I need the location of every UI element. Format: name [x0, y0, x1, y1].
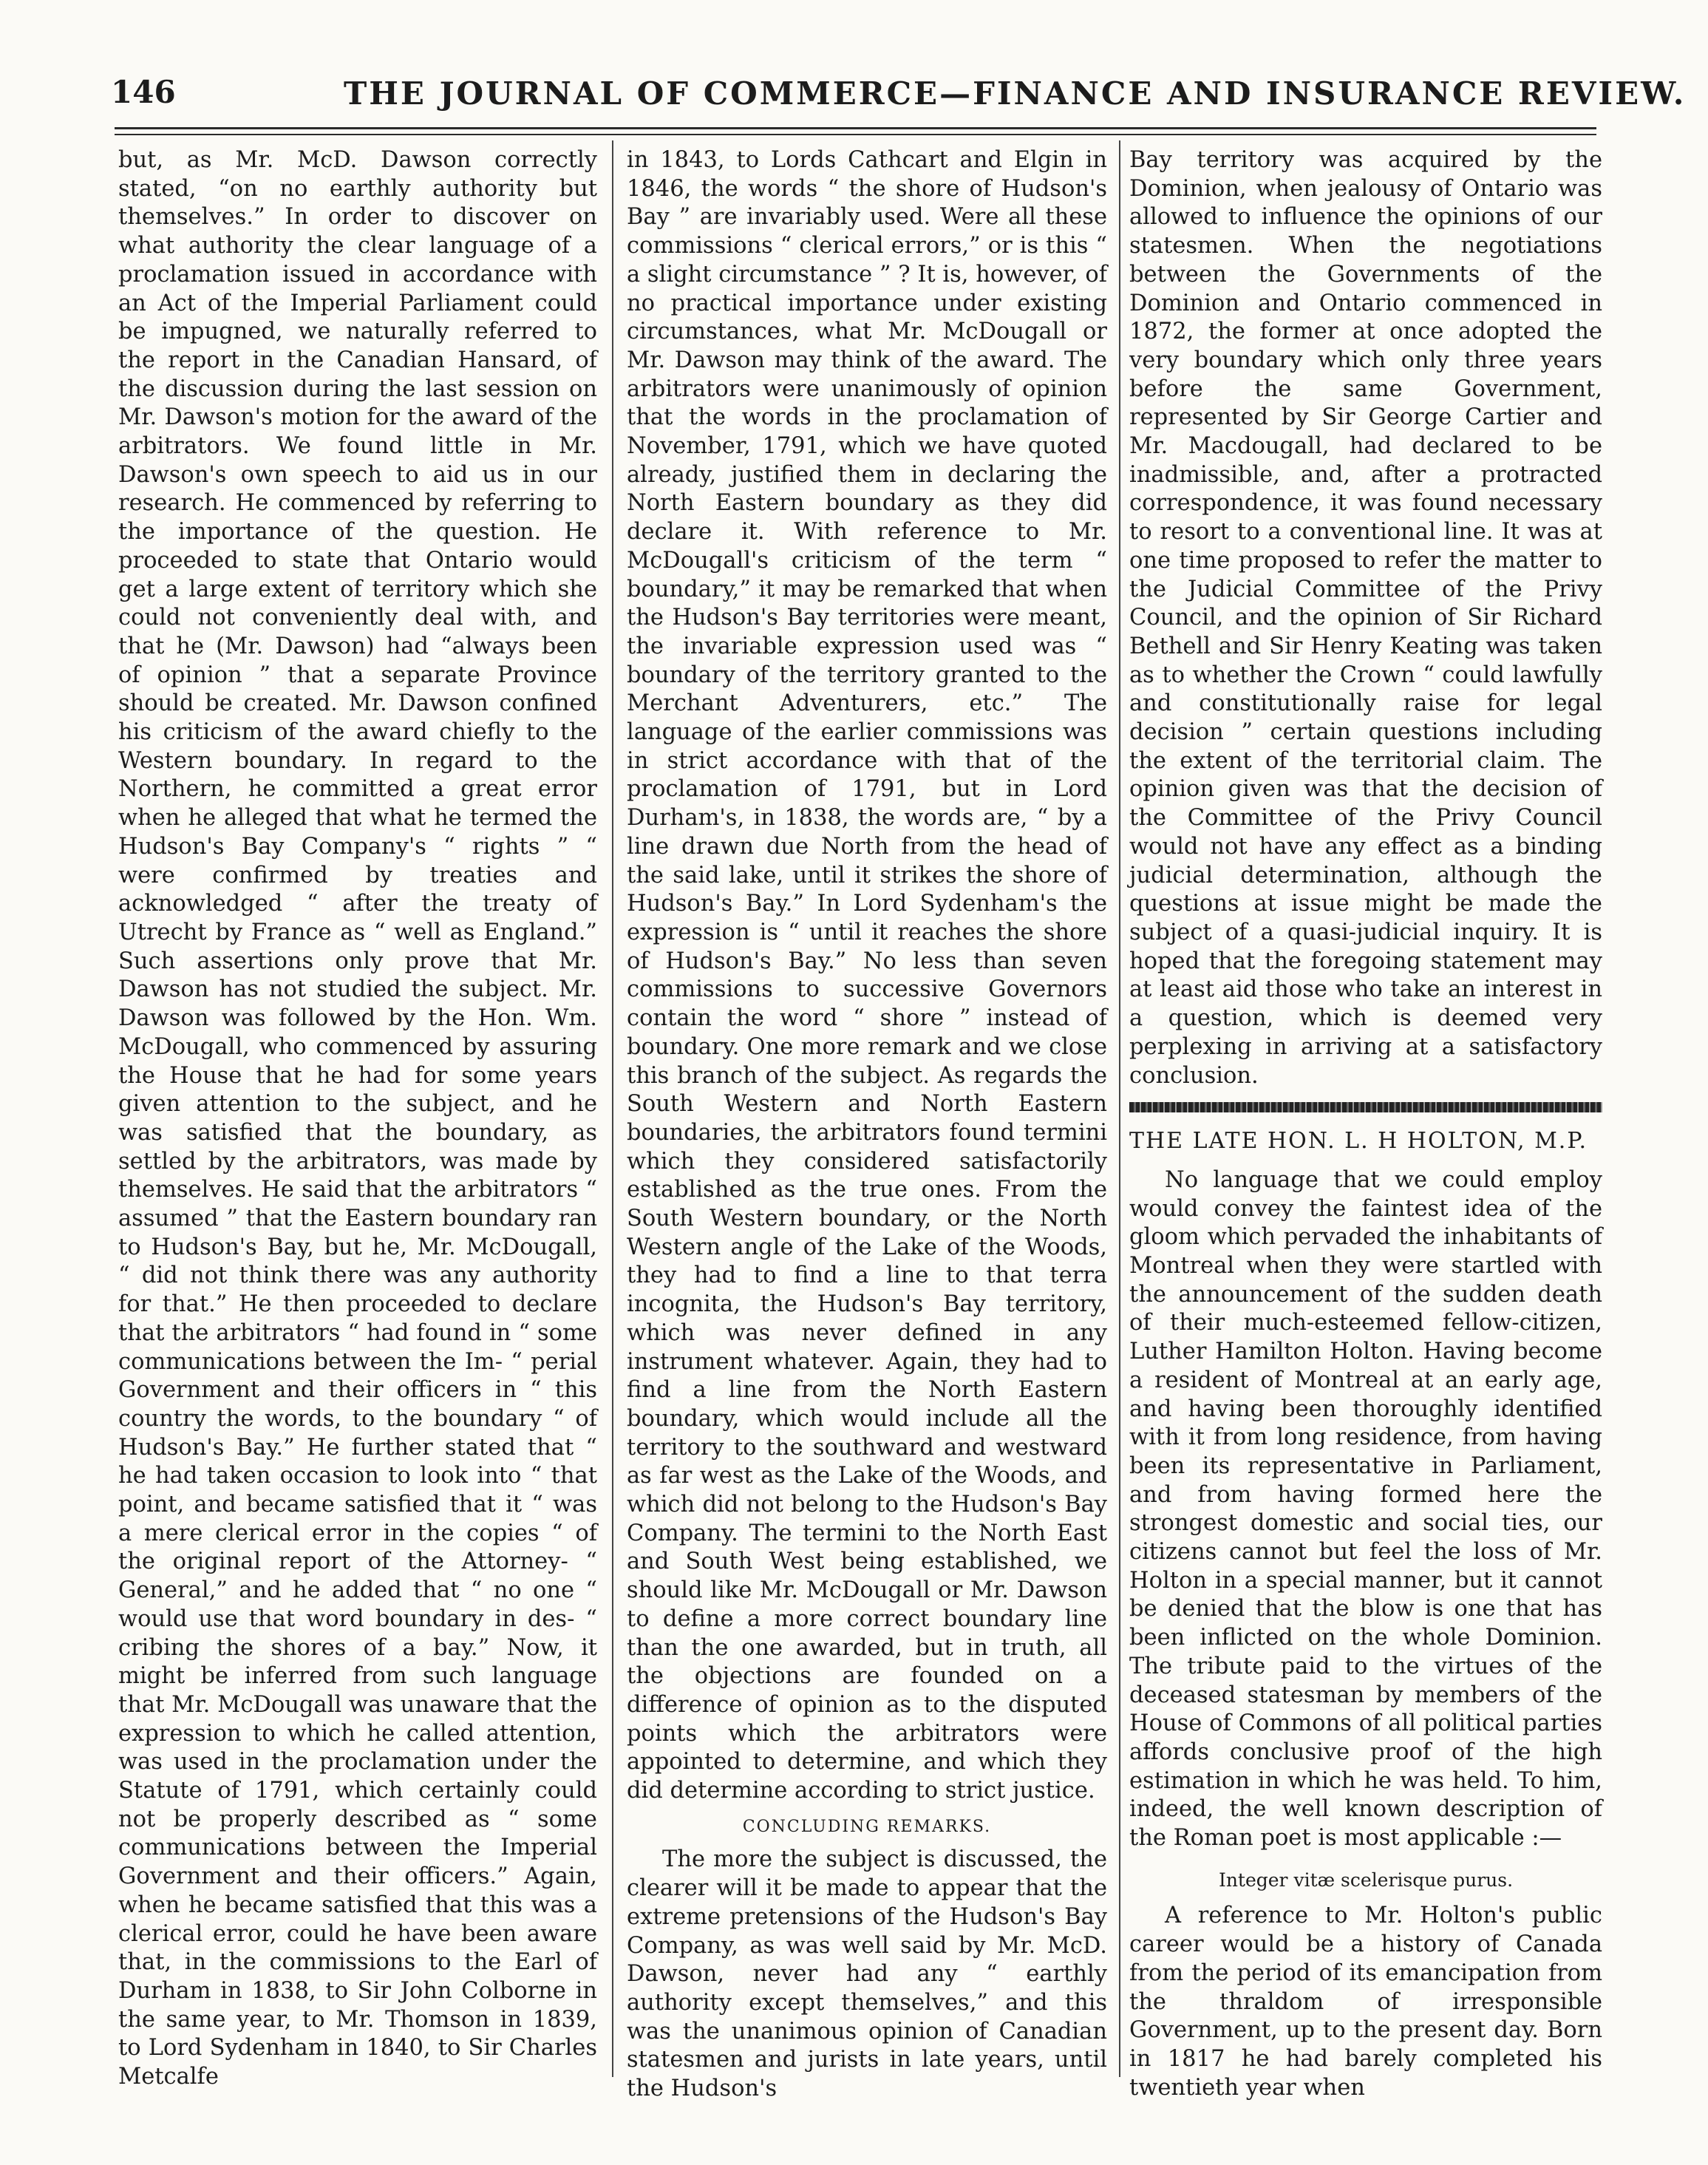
column-2	[627, 146, 1107, 2102]
column-3	[1129, 146, 1602, 2101]
page-header	[111, 74, 1687, 118]
column-divider	[1119, 140, 1120, 2077]
column-1	[118, 146, 597, 2090]
journal-title: THE JOURNAL OF COMMERCE—FINANCE AND INSURANCE REVIEW.	[344, 75, 1687, 112]
header-rule	[115, 127, 1596, 129]
page-number: 146	[111, 74, 176, 110]
article-paragraph: The more the subject is discussed, the clearer will it be made to appear that the extreme pretensions of the Hudson's Bay Company, as was well said by Mr. McD. Dawson, never had any “ earthly authority except themselves,” and this was the unanimous opinion of Canadian statesmen and jurists in late years, until the Hudson's	[627, 1846, 1107, 2102]
article-paragraph: No language that we could employ would convey the faintest idea of the gloom which pervaded the inhabitants of Montreal when they were startled with the announcement of the sudden death of their much-esteemed fellow-citizen, Luther Hamilton Holton. Having become a resident of Montreal at an early age, and having been thoroughly identified with it from long residence, from having been its representative in Parliament, and from having formed here the strongest domestic and social ties, our citizens cannot but feel the loss of Mr. Holton in a special manner, but it cannot be denied that the blow is one that has been inflicted on the whole Dominion. The tribute paid to the virtues of the deceased statesman by members of the House of Commons of all political parties affords conclusive proof of the high estimation in which he was held. To him, indeed, the well known description of the Roman poet is most applicable :—	[1129, 1166, 1602, 1852]
article-paragraph: Bay territory was acquired by the Dominion, when jealousy of Ontario was allowed to influence the opinions of our statesmen. When the negotiations between the Governments of the Dominion and Ontario commenced in 1872, the former at once adopted the very boundary which only three years before the same Government, represented by Sir George Cartier and Mr. Macdougall, had declared to be inadmissible, and, after a protracted correspondence, it was found necessary to resort to a conventional line. It was at one time proposed to refer the matter to the Judicial Committee of the Privy Council, and the opinion of Sir Richard Bethell and Sir Henry Keating was taken as to whether the Crown “ could lawfully and constitutionally raise for legal decision ” certain questions including the extent of the territorial claim. The opinion given was that the decision of the Committee of the Privy Council would not have any effect as a binding judicial determination, although the questions at issue might be made the subject of a quasi-judicial inquiry. It is hoped that the foregoing statement may at least aid those who take an interest in a question, which is deemed very perplexing in arriving at a satisfactory conclusion.	[1129, 147, 1602, 1089]
section-subheading: CONCLUDING REMARKS.	[742, 1817, 992, 1836]
ornamental-rule	[1129, 1102, 1602, 1112]
article-paragraph: but, as Mr. McD. Dawson correctly stated, “on no earthly authority but themselves.” In order to discover on what authority the clear language of a proclamation issued in accordance with an Act of the Imperial Parliament could be impugned, we naturally referred to the report in the Canadian Hansard, of the discussion during the last session on Mr. Dawson's motion for the award of the arbitrators. We found little in Mr. Dawson's own speech to aid us in our research. He commenced by referring to the importance of the question. He proceeded to state that Ontario would get a large extent of territory which she could not conveniently deal with, and that he (Mr. Dawson) had “always been of opinion ” that a separate Province should be created. Mr. Dawson confined his criticism of the award chiefly to the Western boundary. In regard to the Northern, he committed a great error when he alleged that what he termed the Hudson's Bay Company's “ rights ” “ were confirmed by treaties and acknowledged “ after the treaty of Utrecht by France as “ well as England.” Such assertions only prove that Mr. Dawson has not studied the subject. Mr. Dawson was followed by the Hon. Wm. McDougall, who commenced by assuring the House that he had for some years given attention to the subject, and he was satisfied that the boundary, as settled by the arbitrators, was made by themselves. He said that the arbitrators “ assumed ” that the Eastern boundary ran to Hudson's Bay, but he, Mr. McDougall, “ did not think there was any authority for that.” He then proceeded to declare that the arbitrators “ had found in “ some communications between the Im- “ perial Government and their officers in “ this country the words, to the boundary “ of Hudson's Bay.” He further stated that “ he had taken occasion to look into “ that point, and became satisfied that it “ was a mere clerical error in the copies “ of the original report of the Attorney- “ General,” and he added that “ no one “ would use that word boundary in des- “ cribing the shores of a bay.” Now, it might be inferred from such language that Mr. McDougall was unaware that the expression to which he called attention, was used in the proclamation under the Statute of 1791, which certainly could not be properly described as “ some communications between the Imperial Government and their officers.” Again, when he became satisfied that this was a clerical error, could he have been aware that, in the commissions to the Earl of Durham in 1838, to Sir John Colborne in the same year, to Mr. Thomson in 1839, to Lord Sydenham in 1840, to Sir Charles Metcalfe	[118, 147, 597, 2090]
header-rule-thin	[115, 134, 1596, 135]
article-paragraph: in 1843, to Lords Cathcart and Elgin in 1846, the words “ the shore of Hudson's Bay ” are invariably used. Were all these commissions “ clerical errors,” or is this “ a slight circumstance ” ? It is, however, of no practical importance under existing circumstances, what Mr. McDougall or Mr. Dawson may think of the award. The arbitrators were unanimously of opinion that the words in the proclamation of November, 1791, which we have quoted already, justified them in declaring the North Eastern boundary as they did declare it. With reference to Mr. McDougall's criticism of the term “ boundary,” it may be remarked that when the Hudson's Bay territories were meant, the invariable expression used was “ boundary of the territory granted to the Merchant Adventurers, etc.” The language of the earlier commissions was in strict accordance with that of the proclamation of 1791, but in Lord Durham's, in 1838, the words are, “ by a line drawn due North from the head of the said lake, until it strikes the shore of Hudson's Bay.” In Lord Sydenham's the expression is “ until it reaches the shore of Hudson's Bay.” No less than seven commissions to successive Governors contain the word “ shore ” instead of boundary. One more remark and we close this branch of the subject. As regards the South Western and North Eastern boundaries, the arbitrators found termini which they considered satisfactorily established as the true ones. From the South Western boundary, or the North Western angle of the Lake of the Woods, they had to find a line to that terra incognita, the Hudson's Bay territory, which was never defined in any instrument whatever. Again, they had to find a line from the North Eastern boundary, which would include all the territory to the southward and westward as far west as the Lake of the Woods, and which did not belong to the Hudson's Bay Company. The termini to the North East and South West being established, we should like Mr. McDougall or Mr. Dawson to define a more correct boundary line than the one awarded, but in truth, all the objections are founded on a difference of opinion as to the disputed points which the arbitrators were appointed to determine, and which they did determine according to strict justice.	[627, 147, 1107, 1804]
column-divider	[612, 140, 613, 2077]
latin-motto: Integer vitæ scelerisque purus.	[1218, 1869, 1514, 1891]
article-heading: THE LATE HON. L. H HOLTON, M.P.	[1129, 1128, 1588, 1155]
article-paragraph: A reference to Mr. Holton's public career would be a history of Canada from the period of its emancipation from the thraldom of irresponsible Government, up to the present day. Born in 1817 he had barely completed his twentieth year when	[1129, 1903, 1602, 2101]
